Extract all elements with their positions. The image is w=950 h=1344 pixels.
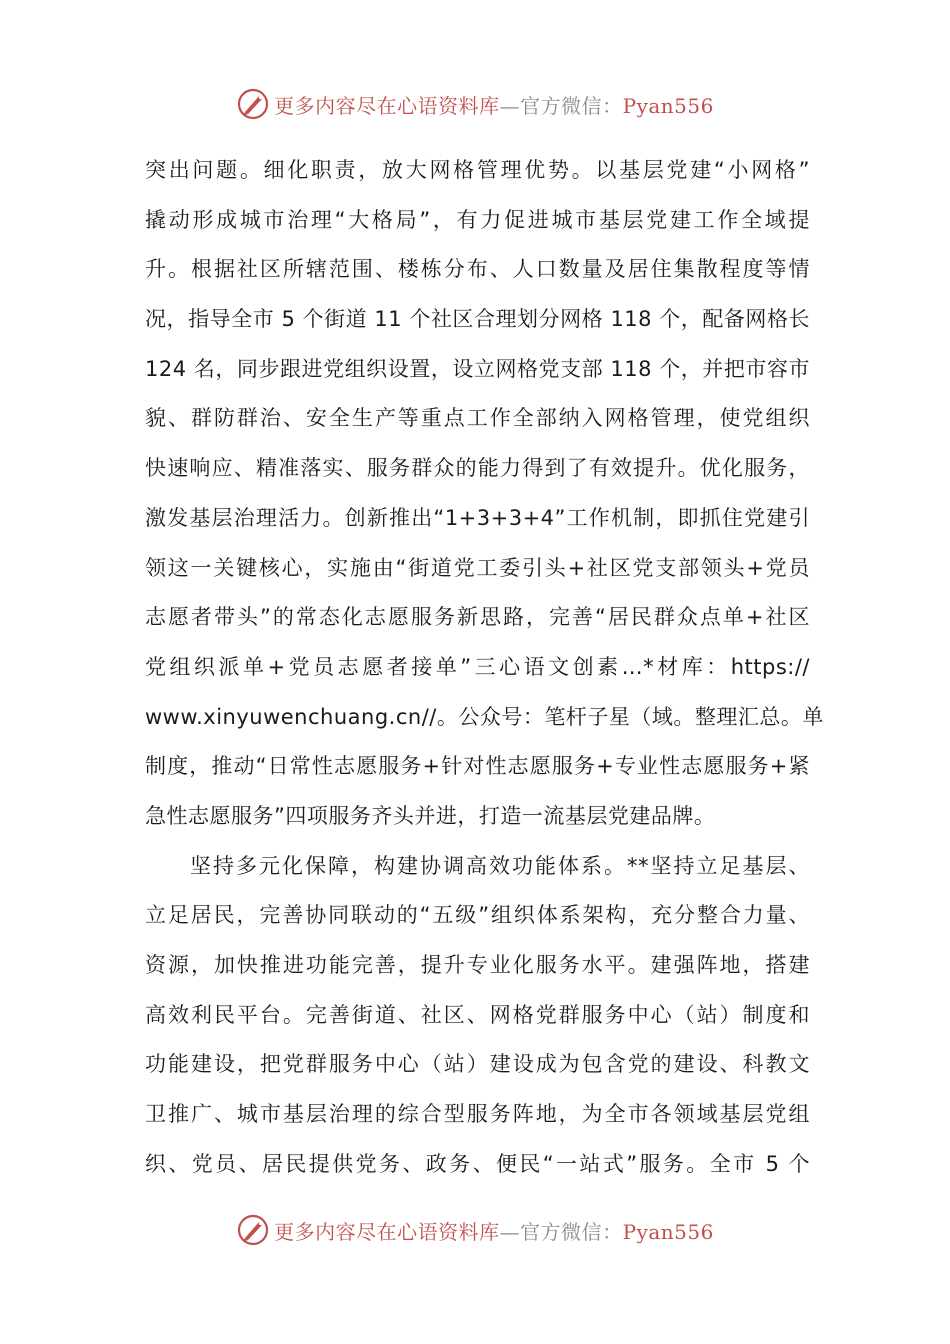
text-line: 织、党员、居民提供党务、政务、便民“一站式”服务。全市 5 个: [145, 1151, 810, 1176]
text-line: 突出问题。细化职责，放大网格管理优势。以基层党建“小网格”: [145, 158, 810, 182]
text-line: 志愿者带头”的常态化志愿服务新思路，完善“居民群众点单+社区: [145, 605, 810, 630]
text-line: 124 名，同步跟进党组织设置，设立网格党支部 118 个，并把市容市: [145, 356, 810, 381]
text-line: 制度，推动“日常性志愿服务+针对性志愿服务+专业性志愿服务+紧: [145, 754, 810, 779]
text-line: 快速响应、精准落实、服务群众的能力得到了有效提升。优化服务，: [145, 456, 810, 481]
header-promo-banner: [0, 84, 950, 124]
document-body: [145, 146, 824, 1189]
text-line: 资源，加快推进功能完善，提升专业化服务水平。建强阵地，搭建: [145, 953, 810, 977]
header-promo-gray: —官方微信：: [499, 93, 623, 118]
text-line: 领这一关键核心，实施由“街道党工委引头+社区党支部领头+党员: [145, 555, 810, 580]
header-promo-red: 更多内容尽在心语资料库: [274, 93, 500, 118]
text-line: 党组织派单+党员志愿者接单”三心语文创素…*材库：https://: [145, 654, 810, 679]
text-line: 激发基层治理活力。创新推出“1+3+3+4”工作机制，即抓住党建引: [145, 505, 810, 530]
text-line: 功能建设，把党群服务中心（站）建设成为包含党的建设、科教文: [145, 1052, 810, 1077]
pen-logo-icon: [236, 87, 270, 121]
footer-promo-text: [274, 1216, 714, 1245]
text-line: 高效利民平台。完善街道、社区、网格党群服务中心（站）制度和: [145, 1002, 810, 1027]
footer-promo-banner: [0, 1210, 950, 1250]
header-promo-id: Pyan556: [622, 93, 714, 118]
text-line: 坚持多元化保障，构建协调高效功能体系。**坚持立足基层、: [190, 853, 810, 878]
pen-logo-icon: [236, 1213, 270, 1247]
text-line: 升。根据社区所辖范围、楼栋分布、人口数量及居住集散程度等情: [145, 257, 810, 282]
text-line: www.xinyuwenchuang.cn//。公众号：笔杆子星（域。整理汇总。单: [145, 704, 824, 729]
text-line: 貌、群防群治、安全生产等重点工作全部纳入网格管理，使党组织: [145, 406, 810, 431]
footer-promo-gray: —官方微信：: [499, 1219, 623, 1244]
text-line: 况，指导全市 5 个街道 11 个社区合理划分网格 118 个，配备网格长: [145, 307, 810, 332]
header-promo-text: [274, 90, 714, 119]
text-line: 撬动形成城市治理“大格局”，有力促进城市基层党建工作全域提: [145, 207, 810, 232]
text-line: 急性志愿服务”四项服务齐头并进，打造一流基层党建品牌。: [145, 803, 716, 828]
text-line: 立足居民，完善协同联动的“五级”组织体系架构，充分整合力量、: [145, 903, 810, 928]
footer-promo-red: 更多内容尽在心语资料库: [274, 1219, 500, 1244]
footer-promo-id: Pyan556: [622, 1219, 714, 1244]
text-line: 卫推广、城市基层治理的综合型服务阵地，为全市各领域基层党组: [145, 1102, 810, 1127]
